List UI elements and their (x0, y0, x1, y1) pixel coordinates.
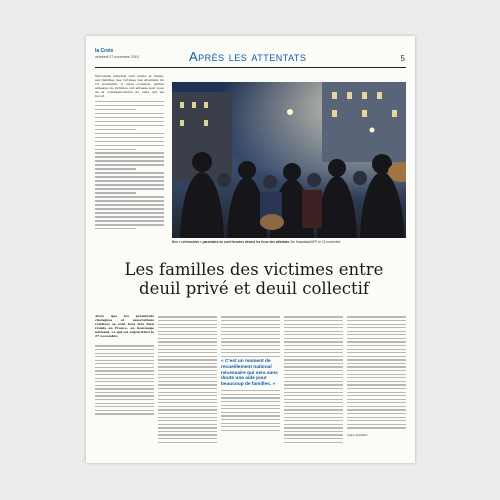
intro-continued-text (95, 101, 164, 230)
newspaper-page (86, 36, 415, 463)
article-headline: Les familles des victimes entre deuil privé et deuil collectif (124, 260, 384, 298)
caption-text: Des « cérémonies » parentales se sont formées devant les lieux des attentats (172, 240, 290, 244)
news-photo (172, 82, 406, 238)
caption-credit: Jim Kawabata/AFP, le 13 novembre (290, 240, 341, 244)
newspaper-name: la Croix (95, 48, 114, 54)
photo-caption (172, 240, 406, 244)
issue-date: vendredi 27 novembre 2015 (95, 55, 139, 59)
masthead (95, 48, 139, 59)
body-column-5 (347, 314, 406, 456)
intro-column (95, 74, 164, 244)
body-column-1 (95, 314, 154, 456)
author-signature: Claire ANDRAL (347, 432, 368, 437)
body-column-3 (221, 314, 280, 456)
page-number: 5 (400, 54, 405, 63)
intro-text: Vincennes national vers maire et maire, aux familles des victimes des attentats du 13 novembre. A cette occasion, quinze anneaux de victimes ont adresse leur voeu de la commemoration de celle qui les recoit. (95, 74, 164, 98)
body-column-4 (284, 314, 343, 456)
section-title: Après les attentats (189, 49, 307, 64)
body-column-2 (158, 314, 217, 456)
header-rule (95, 67, 406, 68)
pull-quote: « C'est un moment de recueillement national nécessaire qui sera sans doute une aide pour beaucoup de familles. » (221, 359, 278, 387)
article-body (95, 314, 406, 456)
lead-paragraph: Alors que les présidents choisques et associations relatives se sont tous très bien réunis en France, en hommage national, ce qui est aujourd'hui le 27 novembre. (95, 314, 154, 338)
